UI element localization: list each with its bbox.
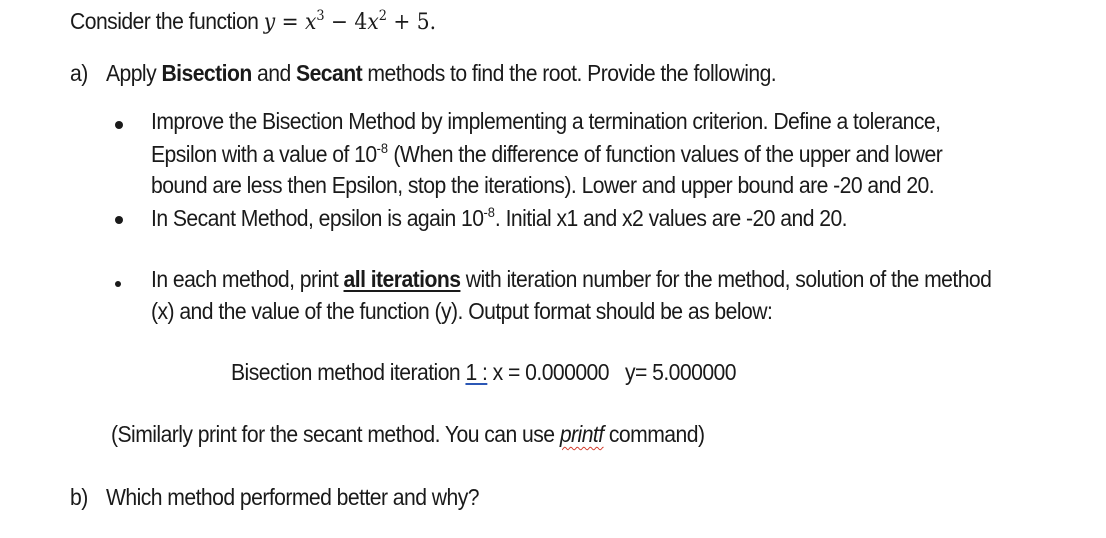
bullet-dot-2 [115,216,123,224]
bullet-2-line: In Secant Method, epsilon is again $10^{-8}$. Initial x1 and x2 values are -20 and 20. [151,204,847,231]
part-a-label: a) [70,60,88,86]
bullet-1-line-1: Improve the Bisection Method by implementing a termination criterion. Define a tolerance, [151,108,941,134]
intro-prefix: Consider the function [70,8,264,34]
iteration-number: 1 : [465,359,488,385]
bisection-bold: Bisection [161,60,252,86]
part-a-line: a) Apply Bisection and Secant methods to find the root. Provide the following. [70,60,777,86]
part-b-line: b) Which method performed better and why? [70,484,479,510]
bullet-dot-3 [115,281,121,287]
example-output-line: Bisection method iteration 1 : x = 0.000000 y= 5.000000 [231,359,736,385]
similarly-line: (Similarly print for the secant method. You can use printf command) [111,421,705,447]
bullet-3-line-1: In each method, print all iterations with iteration number for the method, solution of the method [151,266,992,292]
all-iterations-emphasis: all iterations [343,266,461,292]
printf-word: printf [559,421,604,447]
bullet-1-line-2: Epsilon with a value of $10^{-8}$ (When the difference of function values of the upper and lower [151,140,943,167]
intro-line [70,8,436,35]
part-b-label: b) [70,484,88,510]
secant-bold: Secant [296,60,363,86]
bullet-dot-1 [115,121,123,129]
bullet-1-line-3: bound are less then Epsilon, stop the iterations). Lower and upper bound are -20 and 20. [151,172,935,198]
bullet-3-line-2: (x) and the value of the function (y). Output format should be as below: [151,298,773,324]
function-equation: $y = x^3 - 4x^2 + 5$. [263,8,437,35]
